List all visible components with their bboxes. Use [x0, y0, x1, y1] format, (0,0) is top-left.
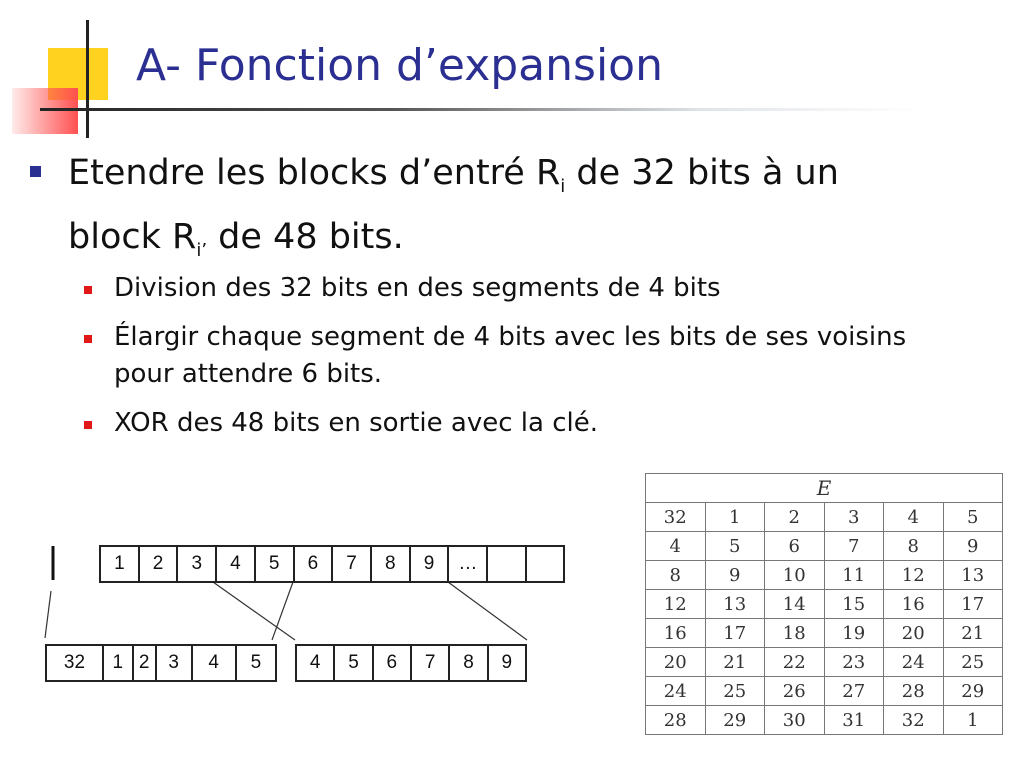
red-square-bullet-icon — [84, 335, 92, 343]
bit-cell: 5 — [334, 645, 372, 681]
expansion-table-cell: 1 — [705, 503, 765, 532]
expansion-table-cell: 23 — [824, 648, 884, 677]
expansion-table-cell: 25 — [943, 648, 1003, 677]
expansion-table-cell: 6 — [765, 532, 825, 561]
bit-cell: 7 — [411, 645, 449, 681]
decorative-vertical-rule — [86, 20, 89, 138]
bit-cell: 8 — [449, 645, 487, 681]
expansion-table-cell: 21 — [705, 648, 765, 677]
sub-bullet-text: XOR des 48 bits en sortie avec la clé. — [114, 408, 598, 438]
bit-cell: 6 — [373, 645, 411, 681]
expansion-table-cell: 7 — [824, 532, 884, 561]
expansion-table-cell: 29 — [943, 677, 1003, 706]
bit-cell: 3 — [156, 645, 192, 681]
bit-cell: 9 — [410, 546, 449, 582]
bit-cell: 32 — [46, 645, 103, 681]
expansion-table-body — [646, 503, 1003, 735]
bit-cell: 2 — [139, 546, 178, 582]
main-bullet-line1-tail: de 32 bits à un — [565, 153, 839, 193]
expansion-table-cell: 20 — [646, 648, 706, 677]
expansion-table-cell: 9 — [943, 532, 1003, 561]
bit-cell: 6 — [294, 546, 333, 582]
slide-title: A- Fonction d’expansion — [136, 40, 663, 91]
expansion-table-cell: 19 — [824, 619, 884, 648]
expansion-table-cell: 3 — [824, 503, 884, 532]
main-bullet-line1-text: Etendre les blocks d’entré R — [68, 153, 561, 193]
expansion-table-cell: 21 — [943, 619, 1003, 648]
expansion-table-header: E — [646, 474, 1003, 503]
expansion-table-cell: 1 — [943, 706, 1003, 735]
bit-cell: 9 — [488, 645, 526, 681]
expansion-table-cell: 17 — [943, 590, 1003, 619]
bit-cell: 4 — [216, 546, 255, 582]
expansion-table-cell: 27 — [824, 677, 884, 706]
expansion-table-cell: 2 — [765, 503, 825, 532]
bit-cell — [526, 546, 564, 582]
expansion-table-cell: 17 — [705, 619, 765, 648]
expansion-table-cell: 8 — [884, 532, 944, 561]
expansion-table-cell: 25 — [705, 677, 765, 706]
decorative-red-square — [12, 88, 78, 134]
expansion-table-row — [646, 532, 1003, 561]
bit-cell: 4 — [296, 645, 334, 681]
expansion-table-row — [646, 561, 1003, 590]
subscript-i: i — [560, 176, 566, 197]
expansion-table-cell: 30 — [765, 706, 825, 735]
main-bullet-text — [68, 148, 988, 276]
expansion-table-cell: 29 — [705, 706, 765, 735]
expansion-table-cell: 5 — [943, 503, 1003, 532]
expansion-table-cell: 28 — [884, 677, 944, 706]
expansion-table-cell: 12 — [646, 590, 706, 619]
input-bit-block — [99, 545, 565, 583]
bit-cell: 7 — [332, 546, 371, 582]
bit-cell: 4 — [192, 645, 236, 681]
expansion-table-cell: 8 — [646, 561, 706, 590]
expansion-table-cell: 24 — [884, 648, 944, 677]
expansion-table-cell: 31 — [824, 706, 884, 735]
sub-bullet-item — [84, 319, 964, 393]
expansion-table-cell: 12 — [884, 561, 944, 590]
title-underline-rule — [40, 108, 920, 111]
expansion-table-cell: 4 — [884, 503, 944, 532]
bit-cell: 8 — [371, 546, 410, 582]
expansion-table-cell: 4 — [646, 532, 706, 561]
sub-bullet-list — [84, 270, 964, 442]
expansion-table-cell: 18 — [765, 619, 825, 648]
red-square-bullet-icon — [84, 421, 92, 429]
expansion-table-cell: 20 — [884, 619, 944, 648]
expansion-table-row — [646, 503, 1003, 532]
expansion-table-cell: 11 — [824, 561, 884, 590]
bit-cell: 1 — [100, 546, 139, 582]
expansion-table-cell: 24 — [646, 677, 706, 706]
sub-bullet-item — [84, 270, 964, 307]
expansion-table-row — [646, 706, 1003, 735]
red-square-bullet-icon — [84, 286, 92, 294]
expansion-table-cell: 15 — [824, 590, 884, 619]
expansion-table-cell: 13 — [943, 561, 1003, 590]
expansion-table-row — [646, 619, 1003, 648]
subscript-i-prime: i’ — [196, 240, 208, 261]
bit-cell: 1 — [103, 645, 133, 681]
sub-bullet-text: Division des 32 bits en des segments de 4 bits — [114, 273, 721, 303]
expansion-table-cell: 28 — [646, 706, 706, 735]
bit-cell: 5 — [236, 645, 276, 681]
bit-cell: 3 — [177, 546, 216, 582]
expansion-table-cell: 16 — [884, 590, 944, 619]
expansion-table-row — [646, 590, 1003, 619]
bit-cell: … — [448, 546, 487, 582]
expansion-table-cell: 16 — [646, 619, 706, 648]
square-bullet-icon — [30, 166, 41, 177]
bit-cell — [487, 546, 525, 582]
bit-cell: 5 — [255, 546, 294, 582]
expansion-table-cell: 32 — [884, 706, 944, 735]
expansion-table-cell: 22 — [765, 648, 825, 677]
expansion-table-row — [646, 677, 1003, 706]
expansion-table-e — [645, 473, 1003, 735]
expansion-table-cell: 14 — [765, 590, 825, 619]
sub-bullet-text: Élargir chaque segment de 4 bits avec les bits de ses voisins pour attendre 6 bits. — [114, 322, 907, 389]
expansion-table-cell: 26 — [765, 677, 825, 706]
expansion-table-cell: 9 — [705, 561, 765, 590]
main-bullet-line2-text: block R — [68, 217, 197, 257]
expanded-segment-left — [45, 644, 277, 682]
expansion-table-cell: 32 — [646, 503, 706, 532]
expanded-segment-right — [295, 644, 527, 682]
expansion-table-row — [646, 648, 1003, 677]
sub-bullet-item — [84, 405, 964, 442]
main-bullet-line2-tail: de 48 bits. — [207, 217, 404, 257]
expansion-table-cell: 13 — [705, 590, 765, 619]
expansion-table-cell: 10 — [765, 561, 825, 590]
expansion-table-cell: 5 — [705, 532, 765, 561]
bit-cell: 2 — [133, 645, 156, 681]
